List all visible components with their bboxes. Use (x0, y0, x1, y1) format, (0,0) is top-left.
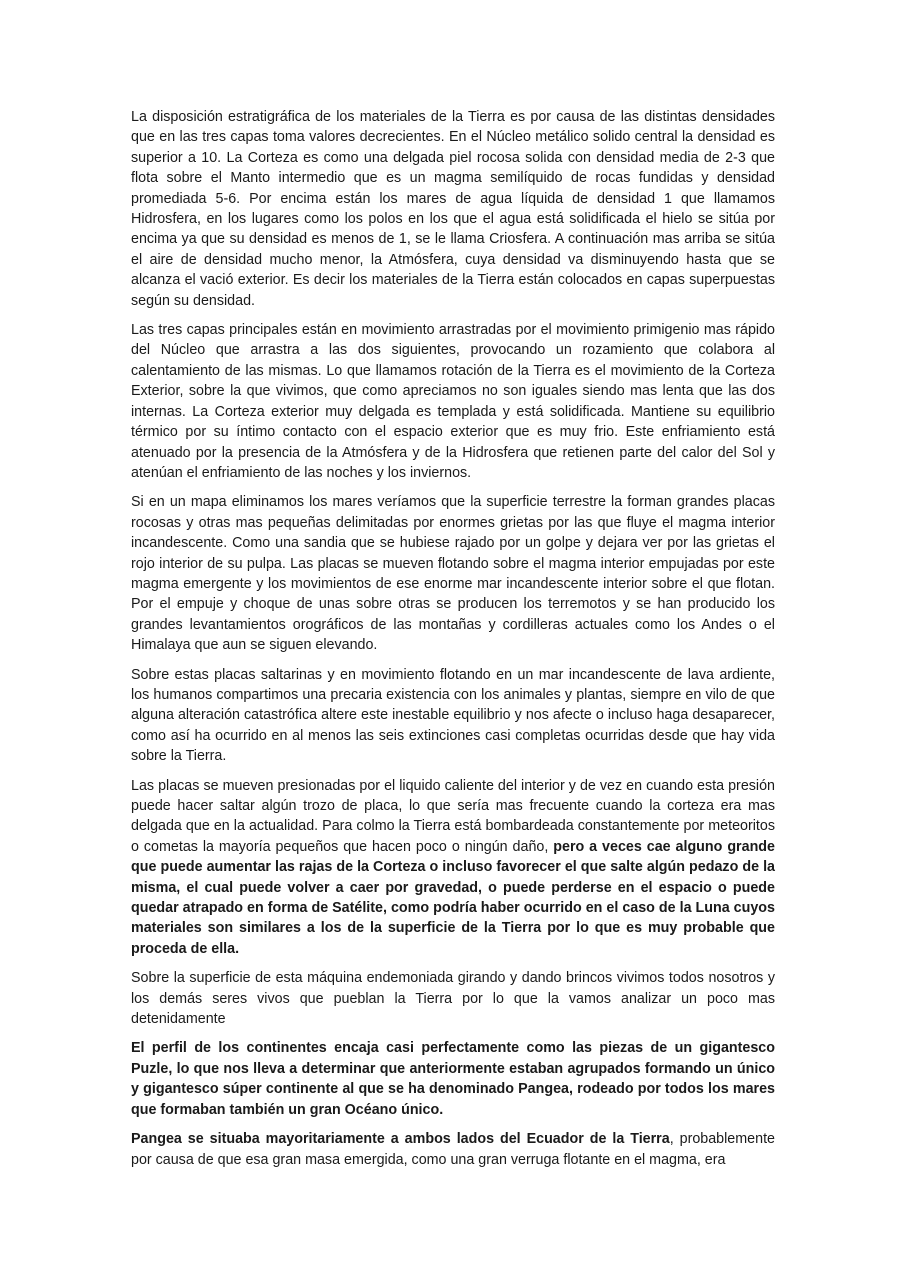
paragraph-bold-text: Pangea se situaba mayoritariamente a ambos lados del Ecuador de la Tierra (131, 1131, 670, 1148)
paragraph-text: La disposición estratigráfica de los materiales de la Tierra es por causa de las distintas densidades que en las tres capas toma valores decrecientes. En el Núcleo metálico solido central la densidad es superior a 10. La Corteza es como una delgada piel rocosa solida con densidad media de 2-3 que flota sobre el Manto intermedio que es un magma semilíquido de rocas fundidas y densidad promediada 5-6. Por encima están los mares de agua líquida de densidad 1 que llamamos Hidrosfera, en los lugares como los polos en los que el agua está solidificada el hielo se sitúa por encima ya que su densidad es menos de 1, se le llama Criosfera. A continuación mas arriba se sitúa el aire de densidad mucho menor, la Atmósfera, cuya densidad va disminuyendo hasta que se alcanza el vació exterior. Es decir los materiales de la Tierra están colocados en capas superpuestas según su densidad. (131, 109, 775, 309)
paragraph-humanos (131, 665, 775, 767)
paragraph-text: Sobre la superficie de esta máquina endemoniada girando y dando brincos vivimos todos nosotros y los demás seres vivos que pueblan la Tierra por lo que la vamos analizar un poco mas detenidamente (131, 970, 775, 1028)
paragraph-pangea-ecuador (131, 1129, 775, 1170)
paragraph-placas (131, 492, 775, 655)
paragraph-text: Sobre estas placas saltarinas y en movimiento flotando en un mar incandescente de lava ardiente, los humanos compartimos una precaria existencia con los animales y plantas, siempre en vilo de que alguna alteración catastrófica altere este inestable equilibrio y nos afecte o incluso haga desaparecer, como así ha ocurrido en al menos las seis extinciones casi completas ocurridas desde que hay vida sobre la Tierra. (131, 666, 775, 765)
document-body (131, 107, 775, 1179)
paragraph-text: Si en un mapa eliminamos los mares veríamos que la superficie terrestre la forman grandes placas rocosas y otras mas pequeñas delimitadas por enormes grietas por las que fluye el magma interior incandescente. Como una sandia que se hubiese rajado por un golpe y dejara ver por las grietas el rojo interior de su pulpa. Las placas se mueven flotando sobre el magma interior empujadas por este magma emergente y los movimientos de ese enorme mar incandescente interior sobre el que flotan. Por el empuje y choque de unas sobre otras se producen los terremotos y se han producido los grandes levantamientos orográficos de las montañas y cordilleras actuales como los Andes o el Himalaya que aun se siguen elevando. (131, 494, 775, 654)
paragraph-densidad (131, 107, 775, 311)
paragraph-pangea-perfil (131, 1038, 775, 1120)
paragraph-text: , probablemente por causa de que esa gran masa emergida, como una gran verruga flotante en el magma, era (131, 1131, 775, 1168)
paragraph-text: Las tres capas principales están en movimiento arrastradas por el movimiento primigenio mas rápido del Núcleo que arrastra a las dos siguientes, provocando un rozamiento que colabora al calentamiento de las mismas. Lo que llamamos rotación de la Tierra es el movimiento de la Corteza Exterior, sobre la que vivimos, que como apreciamos no son iguales siendo mas lenta que las dos internas. La Corteza exterior muy delgada es templada y está solidificada. Mantiene su equilibrio térmico por su íntimo contacto con el espacio exterior que es muy frio. Este enfriamiento está atenuado por la presencia de la Atmósfera y de la Hidrosfera que retienen parte del calor del Sol y atenúan el enfriamiento de las noches y los inviernos. (131, 322, 775, 481)
paragraph-text: Las placas se mueven presionadas por el liquido caliente del interior y de vez en cuando esta presión puede hacer saltar algún trozo de placa, lo que sería mas frecuente cuando la corteza era mas delgada que en la actualidad. Para colmo la Tierra está bombardeada constantemente por meteoritos o cometas la mayoría pequeños que hacen poco o ningún daño, (131, 777, 775, 855)
paragraph-meteoritos (131, 776, 775, 960)
paragraph-capas (131, 320, 775, 483)
paragraph-superficie (131, 968, 775, 1029)
paragraph-bold-text: El perfil de los continentes encaja casi perfectamente como las piezas de un gigantesco Puzle, lo que nos lleva a determinar que anteriormente estaban agrupados formando un único y gigantesco súper continente al que se ha denominado Pangea, rodeado por todos los mares que formaban también un gran Océano único. (131, 1040, 775, 1118)
paragraph-bold-text: pero a veces cae alguno grande que puede aumentar las rajas de la Corteza o incluso favorecer el que salte algún pedazo de la misma, el cual puede volver a caer por gravedad, o puede perderse en el espacio o puede quedar atrapado en forma de Satélite, como podría haber ocurrido en el caso de la Luna cuyos materiales son similares a los de la superficie de la Tierra por lo que es muy probable que proceda de ella. (131, 838, 775, 957)
